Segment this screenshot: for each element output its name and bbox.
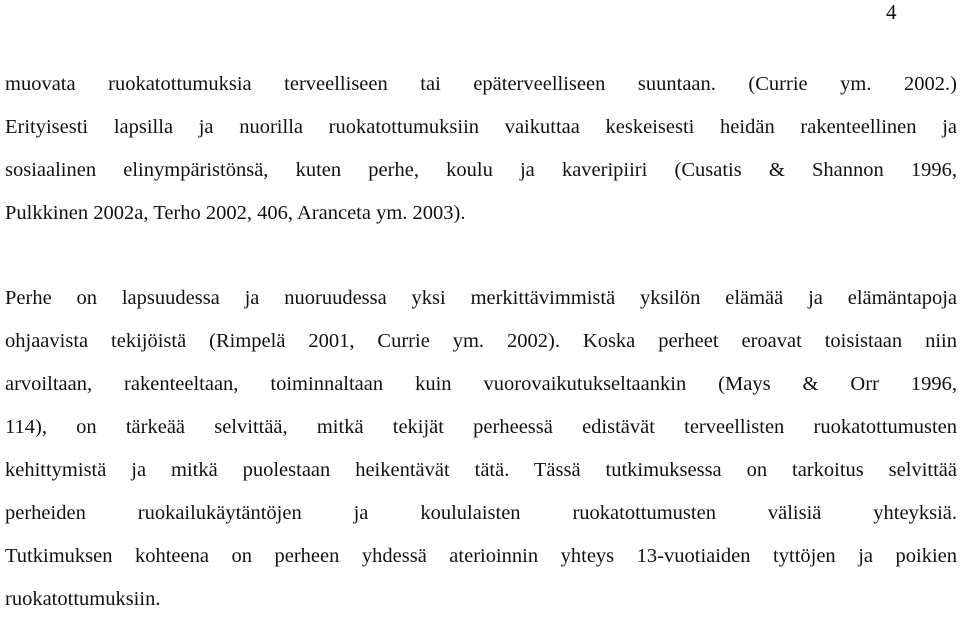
paragraph-2-line-6: perheiden ruokailukäytäntöjen ja koululaisten ruokatottumusten välisiä yhteyksiä. bbox=[5, 502, 957, 524]
page-number: 4 bbox=[886, 0, 897, 24]
paragraph-1-line-3: sosiaalinen elinympäristönsä, kuten perhe, koulu ja kaveripiiri (Cusatis & Shannon 1996, bbox=[5, 159, 957, 181]
paragraph-2-line-7: Tutkimuksen kohteena on perheen yhdessä aterioinnin yhteys 13-vuotiaiden tyttöjen ja poikien bbox=[5, 545, 957, 567]
paragraph-2-line-8: ruokatottumuksiin. bbox=[5, 588, 161, 610]
paragraph-2 bbox=[5, 283, 957, 627]
paragraph-2-line-1: Perhe on lapsuudessa ja nuoruudessa yksi merkittävimmistä yksilön elämää ja elämäntapoja bbox=[5, 287, 957, 309]
paragraph-2-line-4: 114), on tärkeää selvittää, mitkä tekijät perheessä edistävät terveellisten ruokatottumusten bbox=[5, 416, 957, 438]
paragraph-2-line-3: arvoiltaan, rakenteeltaan, toiminnaltaan kuin vuorovaikutukseltaankin (Mays & Orr 1996, bbox=[5, 373, 957, 395]
paragraph-2-line-2: ohjaavista tekijöistä (Rimpelä 2001, Currie ym. 2002). Koska perheet eroavat toisistaan niin bbox=[5, 330, 957, 352]
paragraph-1-line-2: Erityisesti lapsilla ja nuorilla ruokatottumuksiin vaikuttaa keskeisesti heidän rakenteellinen ja bbox=[5, 116, 957, 138]
paragraph-1-line-1: muovata ruokatottumuksia terveelliseen tai epäterveelliseen suuntaan. (Currie ym. 2002.) bbox=[5, 73, 957, 95]
paragraph-1 bbox=[5, 69, 957, 241]
paragraph-2-line-5: kehittymistä ja mitkä puolestaan heikentävät tätä. Tässä tutkimuksessa on tarkoitus selvittää bbox=[5, 459, 957, 481]
paragraph-1-line-4: Pulkkinen 2002a, Terho 2002, 406, Aranceta ym. 2003). bbox=[5, 202, 466, 224]
